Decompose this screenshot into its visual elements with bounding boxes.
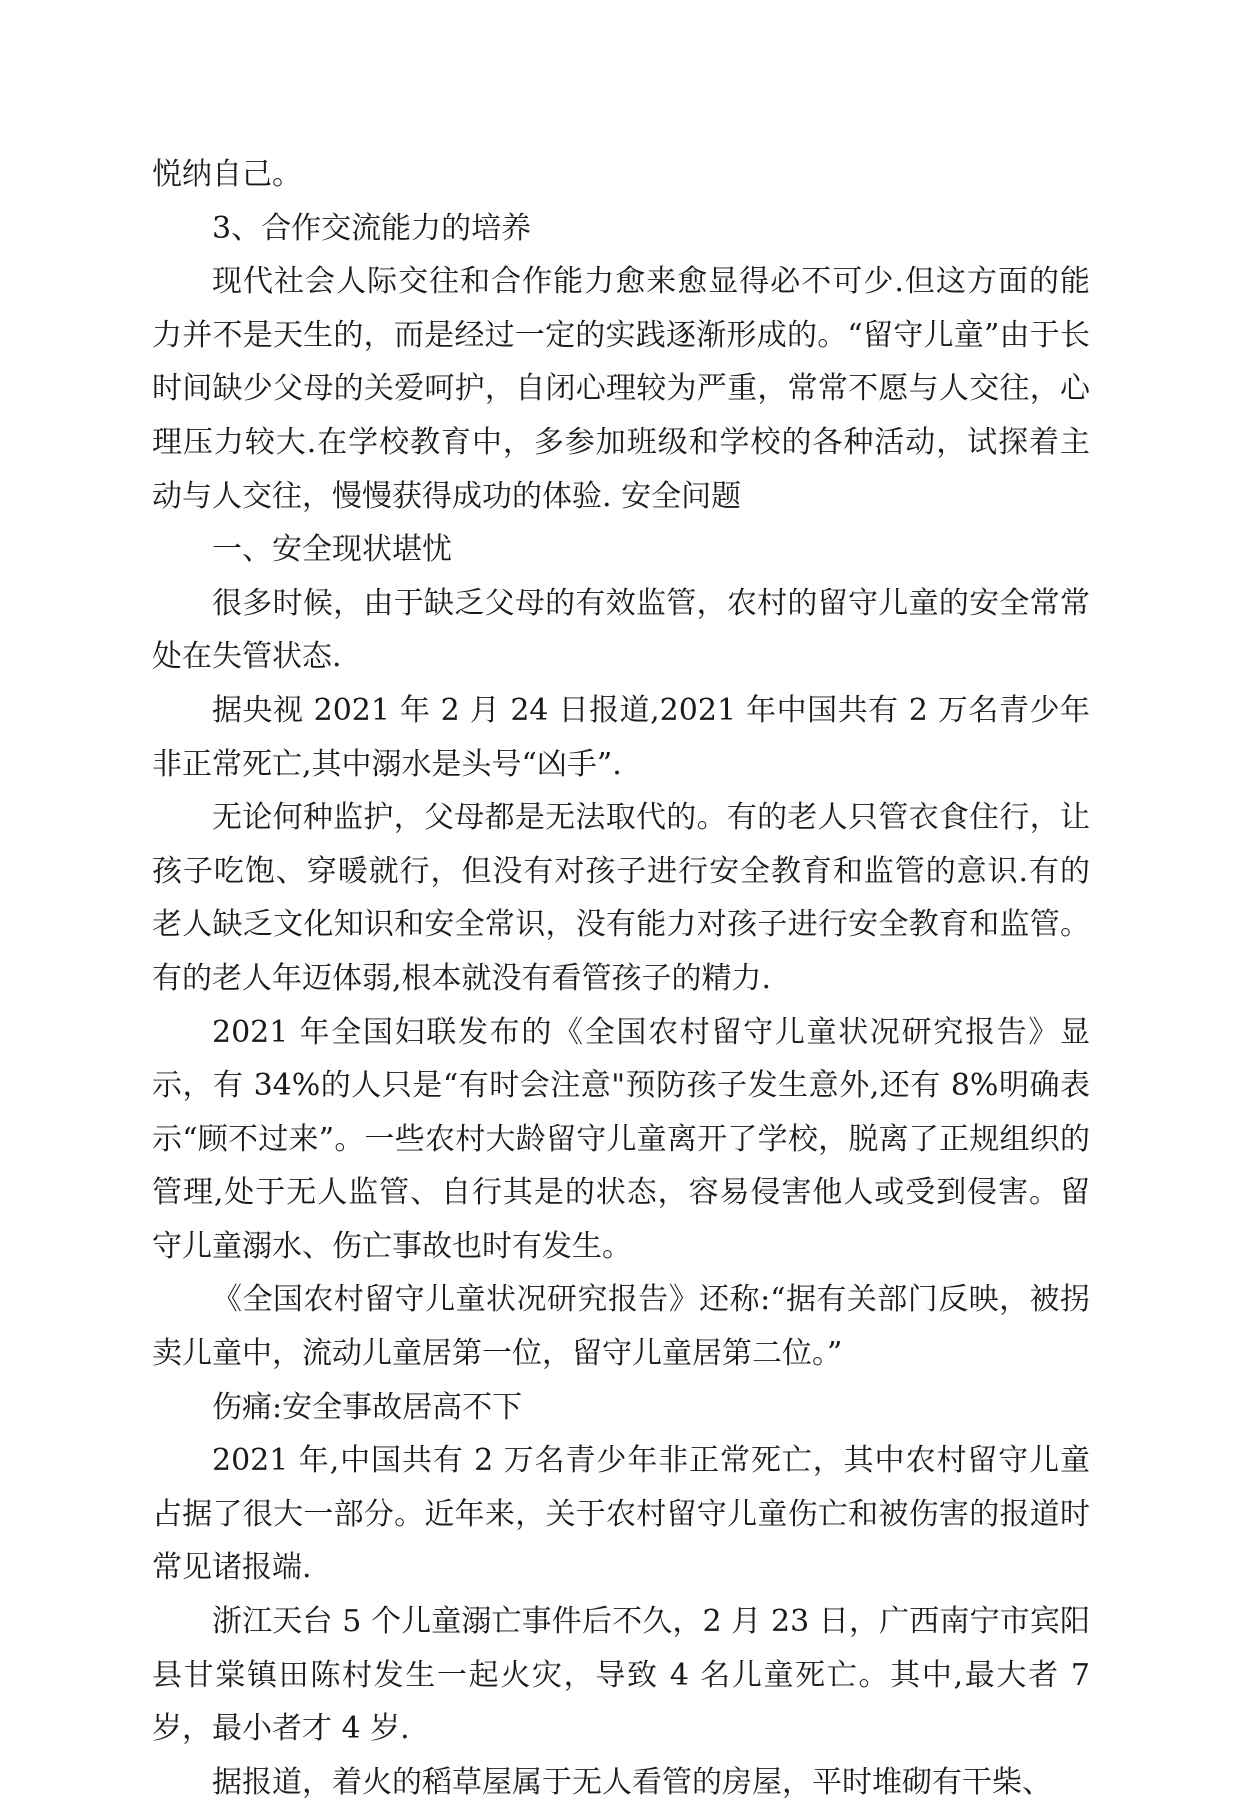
paragraph: 2021 年,中国共有 2 万名青少年非正常死亡，其中农村留守儿童占据了很大一部分。近年来，关于农村留守儿童伤亡和被伤害的报道时常见诸报端. <box>152 1443 1090 1586</box>
paragraph: 悦纳自己。 <box>152 157 302 192</box>
paragraph: 《全国农村留守儿童状况研究报告》还称:“据有关部门反映，被拐卖儿童中，流动儿童居第一位，留守儿童居第二位。” <box>152 1282 1090 1372</box>
paragraph: 浙江天台 5 个儿童溺亡事件后不久，2 月 23 日，广西南宁市宾阳县甘棠镇田陈村发生一起火灾，导致 4 名儿童死亡。其中,最大者 7 岁，最小者才 4 岁. <box>152 1604 1090 1747</box>
paragraph: 据报道，着火的稻草屋属于无人看管的房屋，平时堆砌有干柴、 <box>212 1764 1052 1800</box>
section-heading: 3、合作交流能力的培养 <box>212 210 532 246</box>
paragraph: 现代社会人际交往和合作能力愈来愈显得必不可少.但这方面的能力并不是天生的，而是经过一定的实践逐渐形成的。“留守儿童”由于长时间缺少父母的关爱呵护，自闭心理较为严重，常常不愿与人交往，心理压力较大.在学校教育中，多参加班级和学校的各种活动，试探着主动与人交往，慢慢获得成功的体验. 安全问题 <box>152 264 1090 514</box>
section-heading: 一、安全现状堪忧 <box>212 532 452 568</box>
document-body <box>152 148 1090 1809</box>
paragraph: 2021 年全国妇联发布的《全国农村留守儿童状况研究报告》显示，有 34%的人只是“有时会注意"预防孩子发生意外,还有 8%明确表示“顾不过来”。一些农村大龄留守儿童离开了学校，脱离了正规组织的管理,处于无人监管、自行其是的状态，容易侵害他人或受到侵害。留守儿童溺水、伤亡事故也时有发生。 <box>152 1014 1090 1264</box>
paragraph: 据央视 2021 年 2 月 24 日报道,2021 年中国共有 2 万名青少年非正常死亡,其中溺水是头号“凶手”. <box>152 692 1090 782</box>
paragraph: 很多时候，由于缺乏父母的有效监管，农村的留守儿童的安全常常处在失管状态. <box>152 585 1090 675</box>
section-heading: 伤痛:安全事故居高不下 <box>212 1389 523 1425</box>
paragraph: 无论何种监护，父母都是无法取代的。有的老人只管衣食住行，让孩子吃饱、穿暖就行，但没有对孩子进行安全教育和监管的意识.有的老人缺乏文化知识和安全常识，没有能力对孩子进行安全教育和监管。有的老人年迈体弱,根本就没有看管孩子的精力. <box>152 800 1090 996</box>
